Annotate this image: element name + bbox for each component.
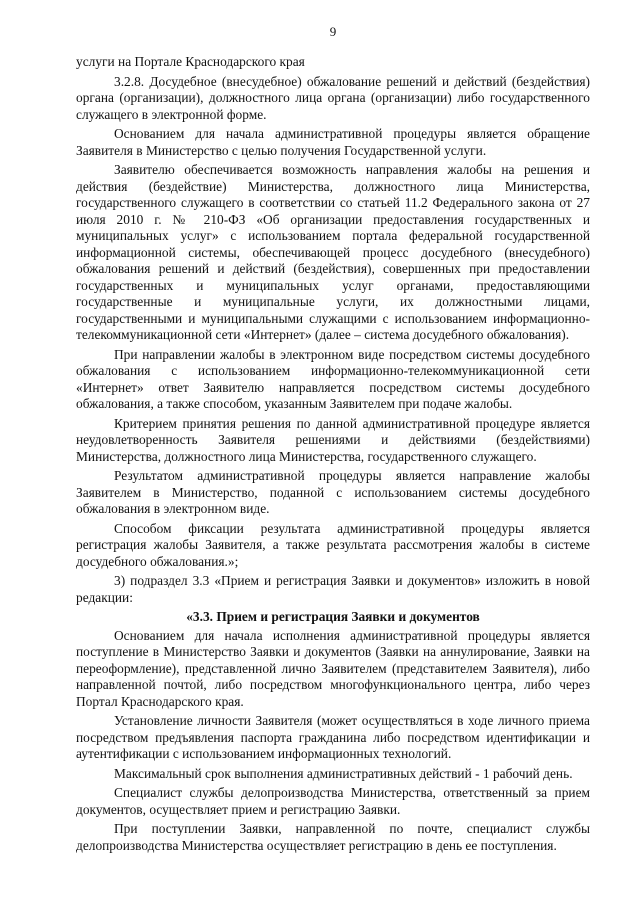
document-body [76, 54, 590, 854]
page-number: 9 [329, 24, 337, 39]
paragraph: Основанием для начала административной процедуры является обращение Заявителя в Министерство с целью получения Государственной услуги. [76, 126, 590, 158]
section-heading-3-3: «3.3. Прием и регистрация Заявки и документов [186, 609, 480, 624]
paragraph: Заявителю обеспечивается возможность направления жалобы на решения и действия (бездействие) Министерства, должностного лица Министерства, государственного служащего в соответствии со статьей 11.2 Федерального закона от 27 июля 2010 г. № 210-ФЗ «Об организации предоставления государственных и муниципальных услуг» с использованием портала федеральной государственной информационной системы, обеспечивающей процесс досудебного (внесудебного) обжалования решений и действий (бездействия), совершенных при предоставлении государственных и муниципальных услуг органами, предоставляющими государственные и муниципальные услуги, их должностными лицами, государственными и муниципальными служащими с использованием информационно-телекоммуникационной сети «Интернет» (далее – система досудебного обжалования). [76, 162, 590, 342]
paragraph: Способом фиксации результата административной процедуры является регистрация жалобы Заявителя, а также результата рассмотрения жалобы в системе досудебного обжалования.»; [76, 520, 590, 569]
paragraph: Специалист службы делопроизводства Министерства, ответственный за прием документов, осуществляет прием и регистрацию Заявки. [76, 785, 590, 817]
paragraph: При поступлении Заявки, направленной по почте, специалист службы делопроизводства Министерства осуществляет регистрацию в день ее поступления. [76, 821, 590, 853]
paragraph: Критерием принятия решения по данной административной процедуре является неудовлетворенность Заявителя решениями и действиями (бездействиями) Министерства, должностного лица Министерства, государственного служащего. [76, 415, 590, 464]
document-page [76, 24, 590, 857]
paragraph-amendment: 3) подраздел 3.3 «Прием и регистрация Заявки и документов» изложить в новой редакции: [76, 573, 590, 605]
paragraph: Основанием для начала исполнения административной процедуры является поступление в Министерство Заявки и документов (Заявки на аннулирование, Заявки на переоформление), представленной лично Заявителем (представителем Заявителя), либо направленной почтой, либо посредством многофункционального центра, либо через Портал Краснодарского края. [76, 627, 590, 709]
paragraph-section-3-2-8: 3.2.8. Досудебное (внесудебное) обжалование решений и действий (бездействия) органа (организации), должностного лица органа (организации) либо государственного служащего в электронной форме. [76, 73, 590, 122]
paragraph: При направлении жалобы в электронном виде посредством системы досудебного обжалования с использованием информационно-телекоммуникационной сети «Интернет» ответ Заявителю направляется посредством системы досудебного обжалования, а также способом, указанным Заявителем при подаче жалобы. [76, 346, 590, 411]
paragraph: Установление личности Заявителя (может осуществляться в ходе личного приема посредством предъявления паспорта гражданина либо посредством идентификации и аутентификации с использованием информационных технологий. [76, 713, 590, 761]
paragraph: Результатом административной процедуры является направление жалобы Заявителем в Министерство, поданной с использованием системы досудебного обжалования в электронном виде. [76, 468, 590, 516]
paragraph-continuation: услуги на Портале Краснодарского края [76, 54, 305, 69]
paragraph: Максимальный срок выполнения административных действий - 1 рабочий день. [114, 765, 573, 781]
